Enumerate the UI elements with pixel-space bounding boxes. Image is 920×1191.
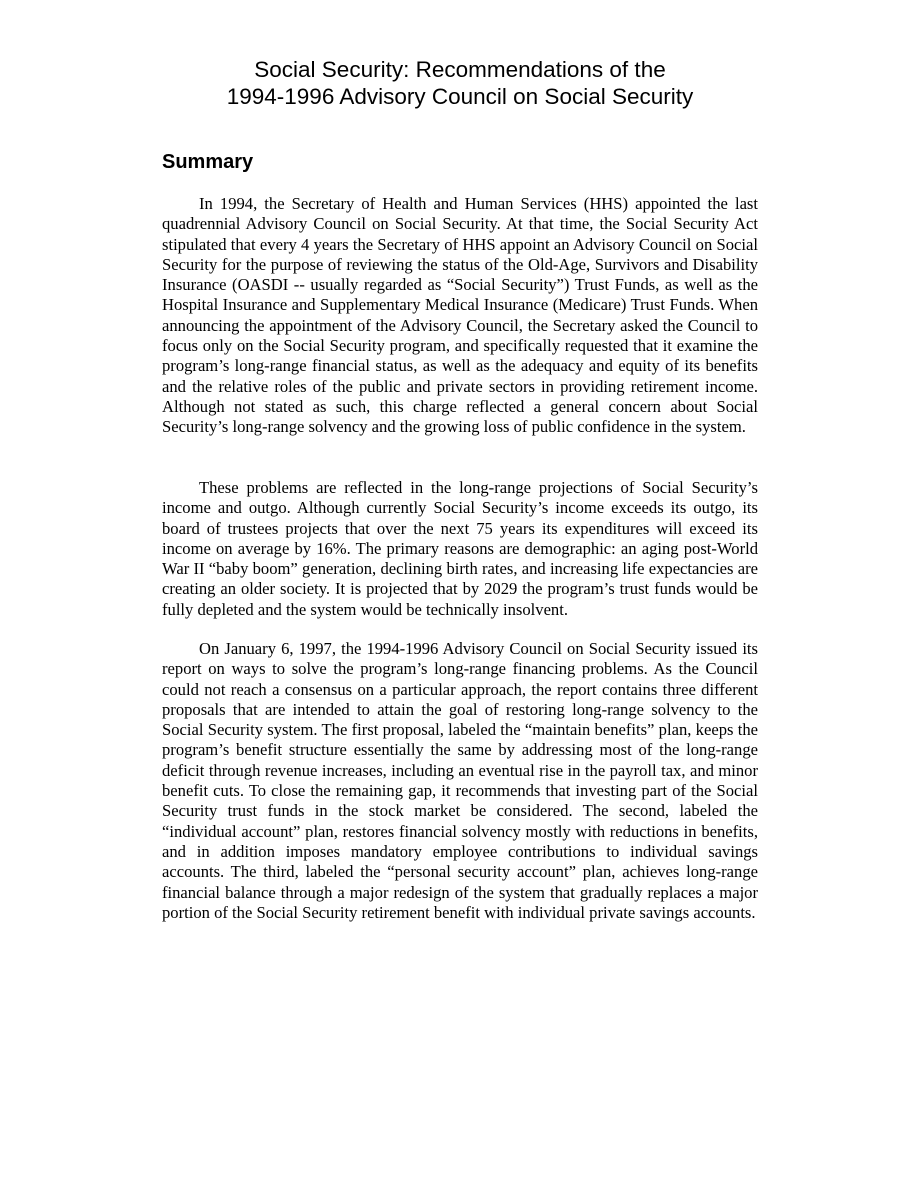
title-line-1: Social Security: Recommendations of the <box>254 57 666 82</box>
section-heading-summary: Summary <box>162 151 254 173</box>
paragraph-3: On January 6, 1997, the 1994-1996 Advisory Council on Social Security issued its report on ways to solve the program’s long-range financing problems. As the Council could not reach a consensus on a particular approach, the report contains three different proposals that are intended to attain the goal of restoring long-range solvency to the Social Security system. The first proposal, labeled the “maintain benefits” plan, keeps the program’s benefit structure essentially the same by addressing most of the long-range deficit through revenue increases, including an eventual rise in the payroll tax, and minor benefit cuts. To close the remaining gap, it recommends that investing part of the Social Security trust funds in the stock market be considered. The second, labeled the “individual account” plan, restores financial solvency mostly with reductions in benefits, and in addition imposes mandatory employee contributions to individual savings accounts. The third, labeled the “personal security account” plan, achieves long-range financial balance through a major redesign of the system that gradually replaces a major portion of the Social Security retirement benefit with individual private savings accounts. <box>162 639 758 922</box>
document-title <box>160 56 760 110</box>
paragraph-1: In 1994, the Secretary of Health and Human Services (HHS) appointed the last quadrennial Advisory Council on Social Security. At that time, the Social Security Act stipulated that every 4 years the Secretary of HHS appoint an Advisory Council on Social Security for the purpose of reviewing the status of the Old-Age, Survivors and Disability Insurance (OASDI -- usually regarded as “Social Security”) Trust Funds, as well as the Hospital Insurance and Supplementary Medical Insurance (Medicare) Trust Funds. When announcing the appointment of the Advisory Council, the Secretary asked the Council to focus only on the Social Security program, and specifically requested that it examine the program’s long-range financial status, as well as the adequacy and equity of its benefits and the relative roles of the public and private sectors in providing retirement income. Although not stated as such, this charge reflected a general concern about Social Security’s long-range solvency and the growing loss of public confidence in the system. <box>162 194 758 437</box>
paragraph-2: These problems are reflected in the long-range projections of Social Security’s income and outgo. Although currently Social Security’s income exceeds its outgo, its board of trustees projects that over the next 75 years its expenditures will exceed its income on average by 16%. The primary reasons are demographic: an aging post-World War II “baby boom” generation, declining birth rates, and increasing life expectancies are creating an older society. It is projected that by 2029 the program’s trust funds would be fully depleted and the system would be technically insolvent. <box>162 478 758 619</box>
title-line-2: 1994-1996 Advisory Council on Social Security <box>226 84 694 109</box>
